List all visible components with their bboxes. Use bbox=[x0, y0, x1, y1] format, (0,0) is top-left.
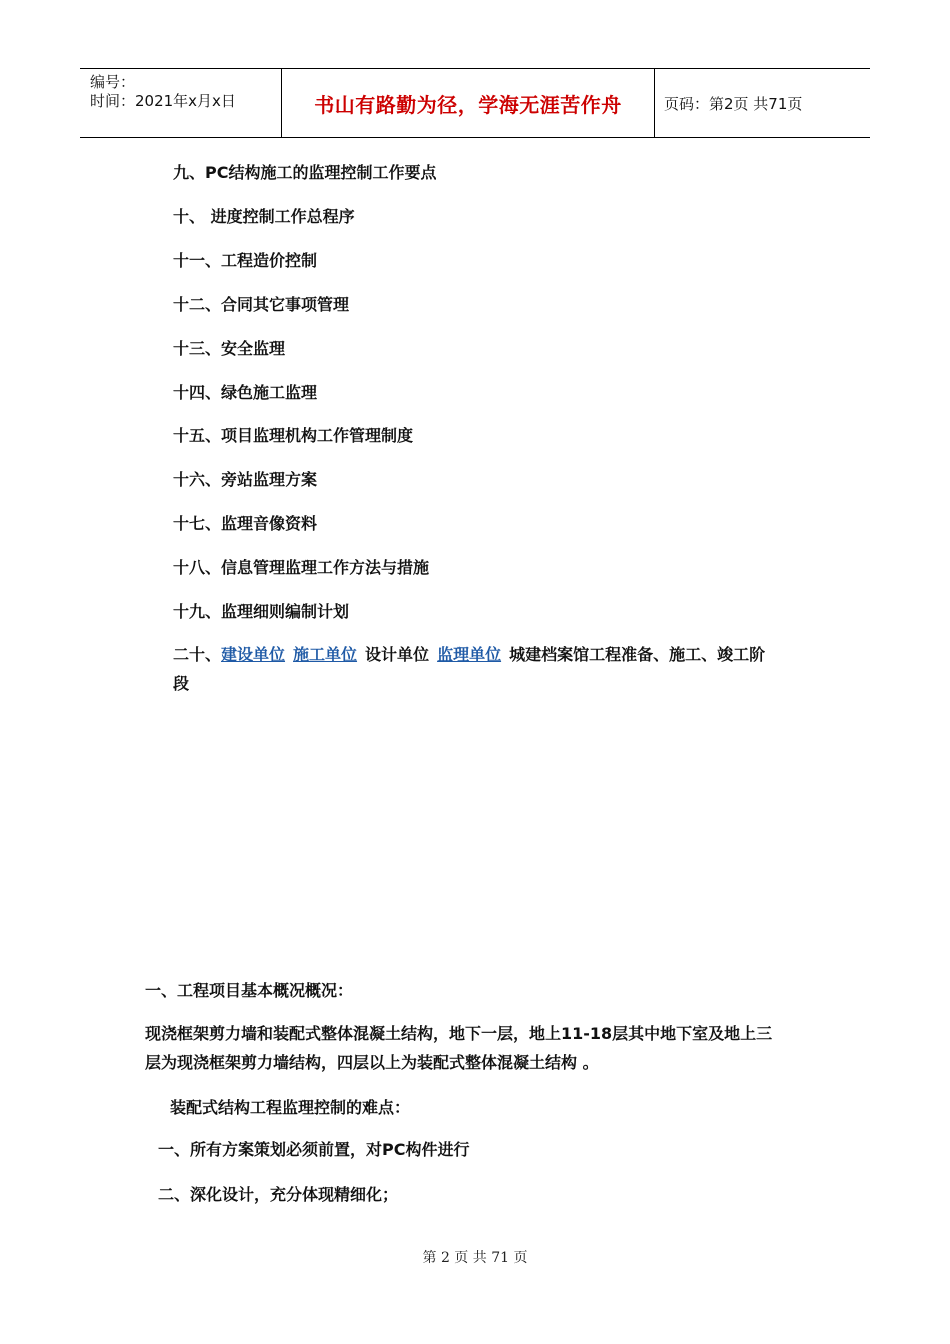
toc-item: 十四、绿色施工监理 bbox=[173, 383, 318, 402]
difficulty-point: 二、深化设计，充分体现精细化； bbox=[158, 1185, 399, 1204]
toc-item: 九、PC结构施工的监理控制工作要点 bbox=[173, 163, 437, 182]
link-supervision-unit[interactable]: 监理单位 bbox=[437, 645, 502, 664]
header-meta-cell bbox=[80, 69, 282, 137]
paragraph-line: 层为现浇框架剪力墙结构，四层以上为装配式整体混凝土结构 。 bbox=[145, 1053, 599, 1072]
motto: 书山有路勤为径，学海无涯苦作舟 bbox=[314, 92, 622, 117]
archive-text: 城建档案馆工程准备、施工、竣工阶 bbox=[509, 645, 766, 664]
difficulty-title: 装配式结构工程监理控制的难点： bbox=[170, 1098, 411, 1117]
time-label: 时间：2021年x月x日 bbox=[90, 92, 236, 110]
header-motto-cell bbox=[282, 69, 655, 137]
toc-item: 十一、工程造价控制 bbox=[173, 251, 318, 270]
toc-item: 十七、监理音像资料 bbox=[173, 514, 318, 533]
toc-item: 十六、旁站监理方案 bbox=[173, 470, 318, 489]
paragraph-line: 现浇框架剪力墙和装配式整体混凝土结构，地下一层，地上11-18层其中地下室及地上三 bbox=[145, 1024, 773, 1043]
toc-item-20 bbox=[173, 642, 765, 665]
section-title: 一、工程项目基本概况概况： bbox=[145, 981, 354, 1000]
toc-item: 十五、项目监理机构工作管理制度 bbox=[173, 426, 414, 445]
document-header bbox=[80, 68, 870, 138]
number-label: 编号： bbox=[90, 73, 136, 91]
page-info: 页码：第2页 共71页 bbox=[664, 94, 803, 113]
toc-item: 十八、信息管理监理工作方法与措施 bbox=[173, 558, 430, 577]
toc-item: 十三、安全监理 bbox=[173, 339, 286, 358]
toc-item: 十、 进度控制工作总程序 bbox=[173, 207, 355, 226]
toc-item-20-prefix: 二十、 bbox=[173, 645, 222, 664]
difficulty-point: 一、所有方案策划必须前置，对PC构件进行 bbox=[158, 1140, 470, 1159]
page-footer: 第 2 页 共 71 页 bbox=[422, 1250, 528, 1266]
toc-item: 十九、监理细则编制计划 bbox=[173, 602, 350, 621]
toc-item-20-continued: 段 bbox=[173, 674, 190, 693]
link-builder-unit[interactable]: 施工单位 bbox=[293, 645, 358, 664]
design-unit-text: 设计单位 bbox=[365, 645, 430, 664]
header-page-cell bbox=[655, 69, 870, 137]
link-construction-unit[interactable]: 建设单位 bbox=[221, 645, 286, 664]
toc-item: 十二、合同其它事项管理 bbox=[173, 295, 350, 314]
